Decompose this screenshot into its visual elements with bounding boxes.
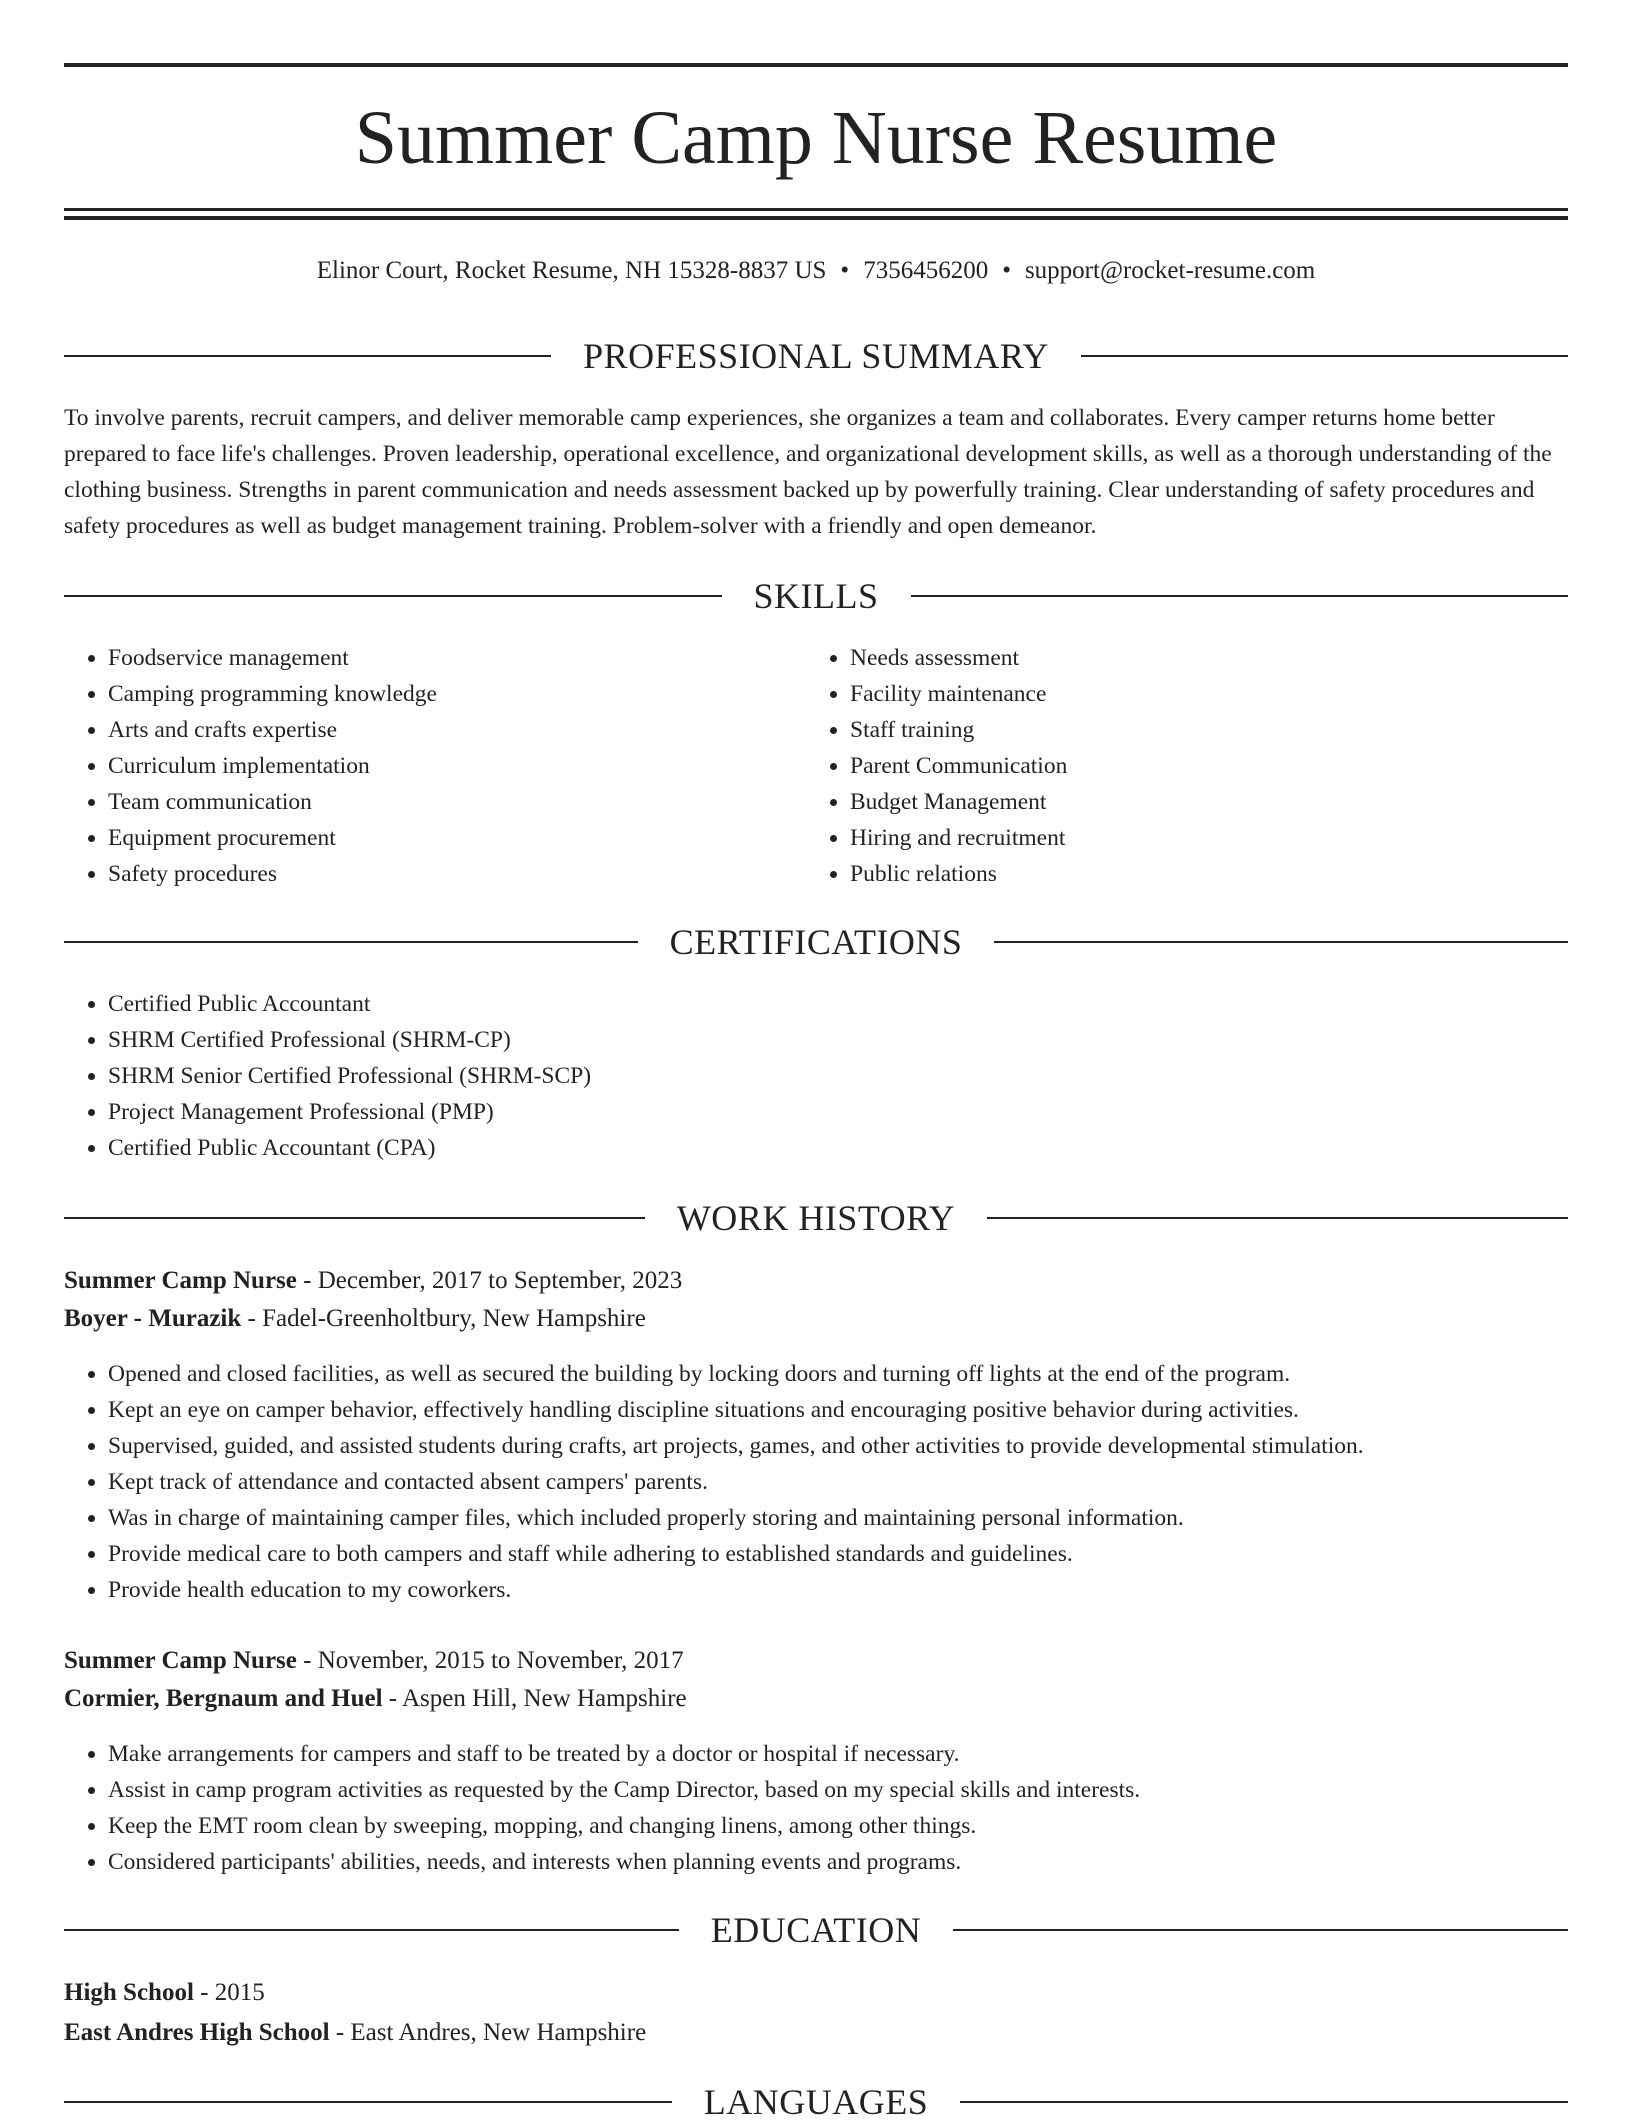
certifications-list [64, 986, 1568, 1166]
education-heading-label: EDUCATION [710, 1910, 922, 1950]
job-employer: Cormier, Bergnaum and Huel [64, 1685, 383, 1712]
job-duties-list [64, 1356, 1568, 1608]
duty-item: • Make arrangements for campers and staff to be treated by a doctor or hospital if necessary. [108, 1736, 1568, 1772]
skill-item: • Foodservice management [108, 640, 808, 676]
languages-heading [64, 2080, 1568, 2124]
certification-item: • SHRM Senior Certified Professional (SHRM-SCP) [108, 1058, 1568, 1094]
certification-item: • SHRM Certified Professional (SHRM-CP) [108, 1022, 1568, 1058]
skill-item: • Hiring and recruitment [850, 820, 1550, 856]
job-title-line [64, 1642, 1568, 1680]
heading-rule-left [64, 941, 638, 943]
languages-heading-label: LANGUAGES [703, 2082, 929, 2122]
work-history-heading [64, 1196, 1568, 1240]
skill-item: • Curriculum implementation [108, 748, 808, 784]
contact-line [64, 253, 1568, 289]
contact-email: support@rocket-resume.com [1024, 257, 1316, 284]
duty-item: • Considered participants' abilities, needs, and interests when planning events and programs. [108, 1844, 1568, 1880]
duty-item: • Assist in camp program activities as requested by the Camp Director, based on my special skills and interests. [108, 1772, 1568, 1808]
summary-heading-label: PROFESSIONAL SUMMARY [583, 336, 1049, 376]
certification-item: • Certified Public Accountant (CPA) [108, 1130, 1568, 1166]
heading-rule-left [64, 1217, 645, 1219]
skills-list-right [806, 640, 1550, 892]
duty-item: • Opened and closed facilities, as well as secured the building by locking doors and turning off lights at the end of the program. [108, 1356, 1568, 1392]
contact-address: Elinor Court, Rocket Resume, NH 15328-8837 US [316, 257, 827, 284]
heading-rule-right [911, 595, 1569, 597]
job-employer-line [64, 1300, 1568, 1338]
contact-separator: • [840, 257, 850, 284]
skill-item: • Team communication [108, 784, 808, 820]
heading-rule-right [1081, 355, 1568, 357]
job-employer-line [64, 1680, 1568, 1718]
skill-item: • Arts and crafts expertise [108, 712, 808, 748]
certification-item: • Certified Public Accountant [108, 986, 1568, 1022]
duty-item: • Kept an eye on camper behavior, effectively handling discipline situations and encouraging positive behavior during activities. [108, 1392, 1568, 1428]
education-degree: High School [64, 1979, 194, 2006]
certifications-heading [64, 920, 1568, 964]
skill-item: • Facility maintenance [850, 676, 1550, 712]
title-double-rule [64, 208, 1568, 220]
heading-rule-right [953, 1929, 1568, 1931]
certifications-heading-label: CERTIFICATIONS [669, 922, 963, 962]
job-location: - Fadel-Greenholtbury, New Hampshire [241, 1305, 646, 1332]
duty-item: • Supervised, guided, and assisted students during crafts, art projects, games, and other activities to provide developmental stimulation. [108, 1428, 1568, 1464]
duty-item: • Was in charge of maintaining camper files, which included properly storing and maintaining personal information. [108, 1500, 1568, 1536]
education-degree-line [64, 1974, 1568, 2012]
heading-rule-left [64, 1929, 679, 1931]
duty-item: • Keep the EMT room clean by sweeping, mopping, and changing linens, among other things. [108, 1808, 1568, 1844]
summary-heading [64, 334, 1568, 378]
skill-item: • Camping programming knowledge [108, 676, 808, 712]
job-title-line [64, 1262, 1568, 1300]
job-duties-list [64, 1736, 1568, 1880]
contact-phone: 7356456200 [863, 257, 989, 284]
education-location: - East Andres, New Hampshire [329, 2019, 647, 2046]
skill-item: • Parent Communication [850, 748, 1550, 784]
resume-title: Summer Camp Nurse Resume [354, 96, 1278, 180]
top-rule [64, 63, 1568, 67]
skill-item: • Public relations [850, 856, 1550, 892]
education-year: - 2015 [193, 1979, 265, 2006]
duty-item: • Kept track of attendance and contacted absent campers' parents. [108, 1464, 1568, 1500]
duty-item: • Provide health education to my coworkers. [108, 1572, 1568, 1608]
heading-rule-right [987, 1217, 1568, 1219]
job-title: Summer Camp Nurse [64, 1267, 297, 1294]
skill-item: • Equipment procurement [108, 820, 808, 856]
skill-item: • Budget Management [850, 784, 1550, 820]
duty-item: • Provide medical care to both campers and staff while adhering to established standards and guidelines. [108, 1536, 1568, 1572]
contact-separator: • [1002, 257, 1011, 284]
job-location: - Aspen Hill, New Hampshire [382, 1685, 687, 1712]
heading-rule-right [994, 941, 1568, 943]
education-school: East Andres High School [64, 2019, 330, 2046]
summary-text: To involve parents, recruit campers, and deliver memorable camp experiences, she organizes a team and collaborates. Every camper returns home better prepared to face life's challenges. Proven leadership, operational excellence, and organizational development skills, as well as a thorough understanding of the clothing business. Strengths in parent communication and needs assessment backed up by powerfully training. Clear understanding of safety procedures and safety procedures as well as budget management training. Problem-solver with a friendly and open demeanor. [64, 405, 1552, 539]
heading-rule-left [64, 355, 551, 357]
job-dates: - November, 2015 to November, 2017 [296, 1647, 684, 1674]
job-employer: Boyer - Murazik [64, 1305, 242, 1332]
skill-item: • Needs assessment [850, 640, 1550, 676]
skills-heading-label: SKILLS [753, 576, 879, 616]
job-dates: - December, 2017 to September, 2023 [296, 1267, 683, 1294]
job-title: Summer Camp Nurse [64, 1647, 297, 1674]
heading-rule-right [960, 2101, 1568, 2103]
skills-list-left [64, 640, 808, 892]
skill-item: • Safety procedures [108, 856, 808, 892]
certification-item: • Project Management Professional (PMP) [108, 1094, 1568, 1130]
education-school-line [64, 2014, 1568, 2052]
work-history-heading-label: WORK HISTORY [676, 1198, 956, 1238]
skill-item: • Staff training [850, 712, 1550, 748]
education-heading [64, 1908, 1568, 1952]
skills-heading [64, 574, 1568, 618]
heading-rule-left [64, 595, 722, 597]
heading-rule-left [64, 2101, 672, 2103]
